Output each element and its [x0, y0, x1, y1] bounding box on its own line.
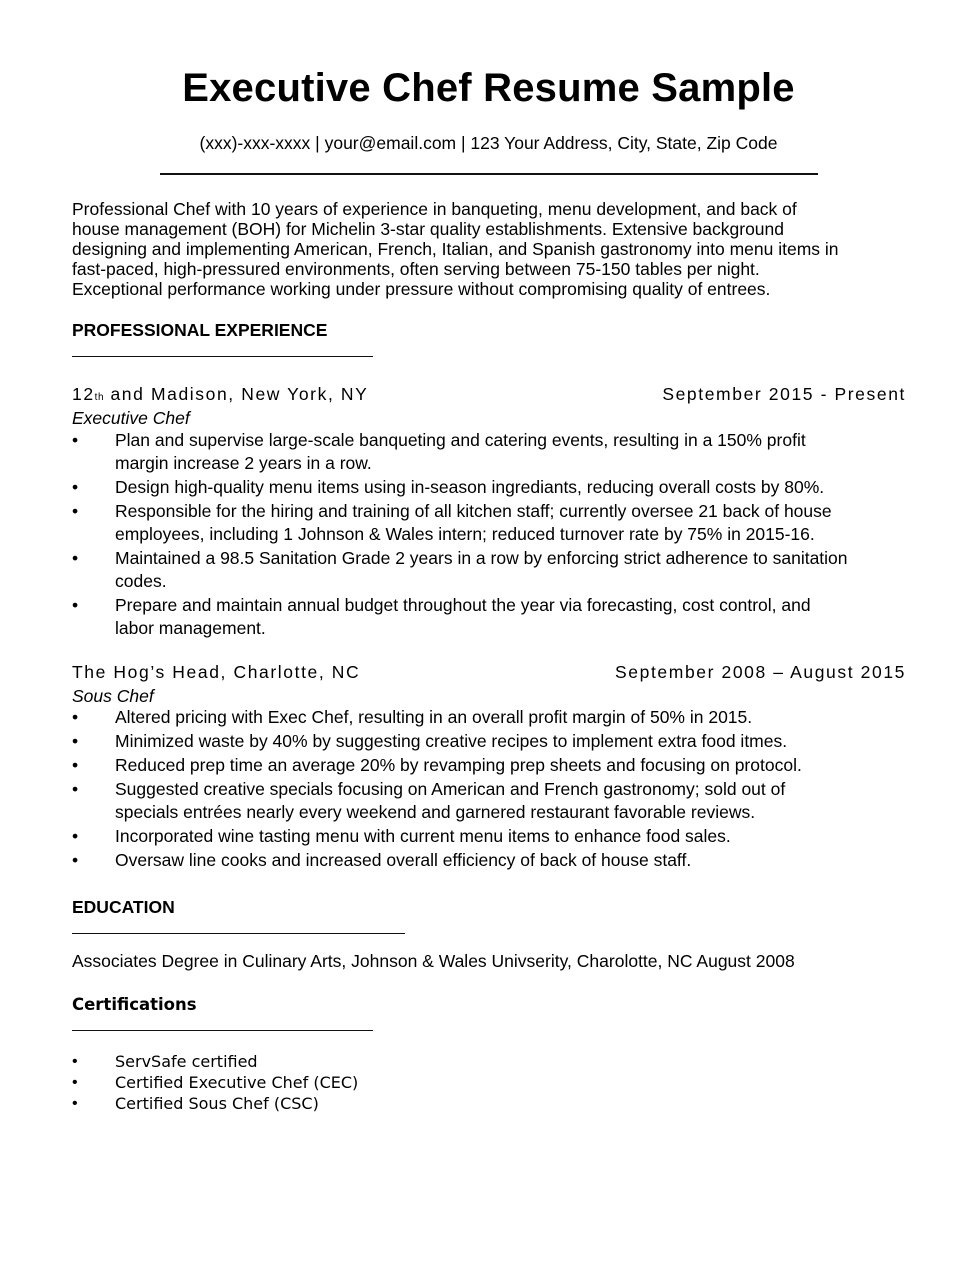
list-item	[72, 1093, 358, 1114]
list-item	[72, 706, 912, 729]
summary-line: designing and implementing American, French, Italian, and Spanish gastronomy into menu items in	[72, 239, 839, 259]
list-item	[72, 825, 912, 848]
contact-divider	[160, 173, 818, 175]
bullet-text: employees, including 1 Johnson & Wales intern; reduced turnover rate by 75% in 2015-16.	[115, 524, 815, 544]
bullet-icon: •	[72, 477, 79, 497]
summary-line: fast-paced, high-pressured environments, often serving between 75-150 tables per night.	[72, 259, 760, 279]
list-item	[72, 476, 912, 499]
list-item	[72, 730, 912, 753]
summary-line: Professional Chef with 10 years of experience in banqueting, menu development, and back of	[72, 199, 797, 219]
experience-heading: PROFESSIONAL EXPERIENCE	[72, 320, 328, 340]
certification-text: Certified Executive Chef (CEC)	[115, 1073, 359, 1092]
list-item	[72, 500, 912, 546]
bullet-icon: •	[72, 548, 79, 568]
list-item	[72, 429, 912, 475]
list-item	[72, 849, 912, 872]
professional-summary	[72, 199, 912, 299]
experience-divider	[72, 356, 373, 357]
bullet-icon: •	[72, 501, 79, 521]
summary-line: house management (BOH) for Michelin 3-star quality establishments. Extensive background	[72, 219, 785, 239]
bullet-text: margin increase 2 years in a row.	[115, 453, 372, 473]
bullet-text: Altered pricing with Exec Chef, resulting in an overall profit margin of 50% in 2015.	[115, 707, 753, 727]
certifications-divider	[72, 1030, 373, 1031]
bullet-text: Oversaw line cooks and increased overall efficiency of back of house staff.	[115, 850, 692, 870]
bullet-icon: •	[72, 779, 79, 799]
job-company: The Hog’s Head, Charlotte, NC	[72, 662, 361, 682]
list-item	[72, 754, 912, 777]
bullet-text: Prepare and maintain annual budget throughout the year via forecasting, cost control, and	[115, 595, 811, 615]
summary-line: Exceptional performance working under pressure without compromising quality of entrees.	[72, 279, 771, 299]
job-title: Sous Chef	[72, 686, 154, 706]
certifications-list	[72, 1051, 358, 1114]
company-ordinal-suffix: th	[94, 392, 105, 403]
company-name-rest: and Madison, New York, NY	[104, 384, 369, 404]
bullet-text: specials entrées nearly every weekend and garnered restaurant favorable reviews.	[115, 802, 756, 822]
bullet-icon: •	[72, 707, 79, 727]
bullet-text: labor management.	[115, 618, 266, 638]
company-number: 12	[72, 384, 95, 404]
bullet-text: Reduced prep time an average 20% by revamping prep sheets and focusing on protocol.	[115, 755, 802, 775]
certification-text: Certified Sous Chef (CSC)	[115, 1094, 319, 1113]
list-item	[72, 547, 912, 593]
list-item	[72, 1051, 358, 1072]
bullet-text: codes.	[115, 571, 167, 591]
bullet-icon: •	[72, 731, 79, 751]
education-entry: Associates Degree in Culinary Arts, Johnson & Wales Univserity, Charolotte, NC August 2008	[72, 951, 795, 971]
bullet-text: Maintained a 98.5 Sanitation Grade 2 years in a row by enforcing strict adherence to sanitation	[115, 548, 848, 568]
bullet-icon: •	[72, 595, 79, 615]
bullet-icon: •	[72, 850, 79, 870]
list-item	[72, 594, 912, 640]
bullet-text: Incorporated wine tasting menu with current menu items to enhance food sales.	[115, 826, 731, 846]
job-dates: September 2015 - Present	[662, 384, 906, 404]
job-title: Executive Chef	[72, 408, 190, 428]
bullet-icon: •	[72, 755, 79, 775]
certifications-heading: Certifications	[72, 995, 197, 1014]
bullet-icon: •	[72, 1095, 78, 1112]
job-bullets	[72, 706, 912, 873]
bullet-text: Responsible for the hiring and training of all kitchen staff; currently oversee 21 back of house	[115, 501, 832, 521]
job-dates: September 2008 – August 2015	[615, 662, 906, 682]
education-heading: EDUCATION	[72, 897, 175, 917]
job-bullets	[72, 429, 912, 641]
bullet-text: Plan and supervise large-scale banqueting and catering events, resulting in a 150% profit	[115, 430, 806, 450]
list-item	[72, 778, 912, 824]
bullet-text: Design high-quality menu items using in-season ingrediants, reducing overall costs by 80%.	[115, 477, 825, 497]
page-title: Executive Chef Resume Sample	[182, 66, 795, 110]
education-divider	[72, 933, 405, 934]
bullet-icon: •	[72, 430, 79, 450]
certification-text: ServSafe certified	[115, 1052, 258, 1071]
bullet-icon: •	[72, 1074, 78, 1091]
list-item	[72, 1072, 358, 1093]
job-company	[72, 384, 368, 405]
bullet-text: Suggested creative specials focusing on American and French gastronomy; sold out of	[115, 779, 786, 799]
bullet-icon: •	[72, 1053, 78, 1070]
bullet-text: Minimized waste by 40% by suggesting creative recipes to implement extra food itmes.	[115, 731, 788, 751]
bullet-icon: •	[72, 826, 79, 846]
contact-line: (xxx)-xxx-xxxx | your@email.com | 123 Your Address, City, State, Zip Code	[199, 133, 778, 153]
